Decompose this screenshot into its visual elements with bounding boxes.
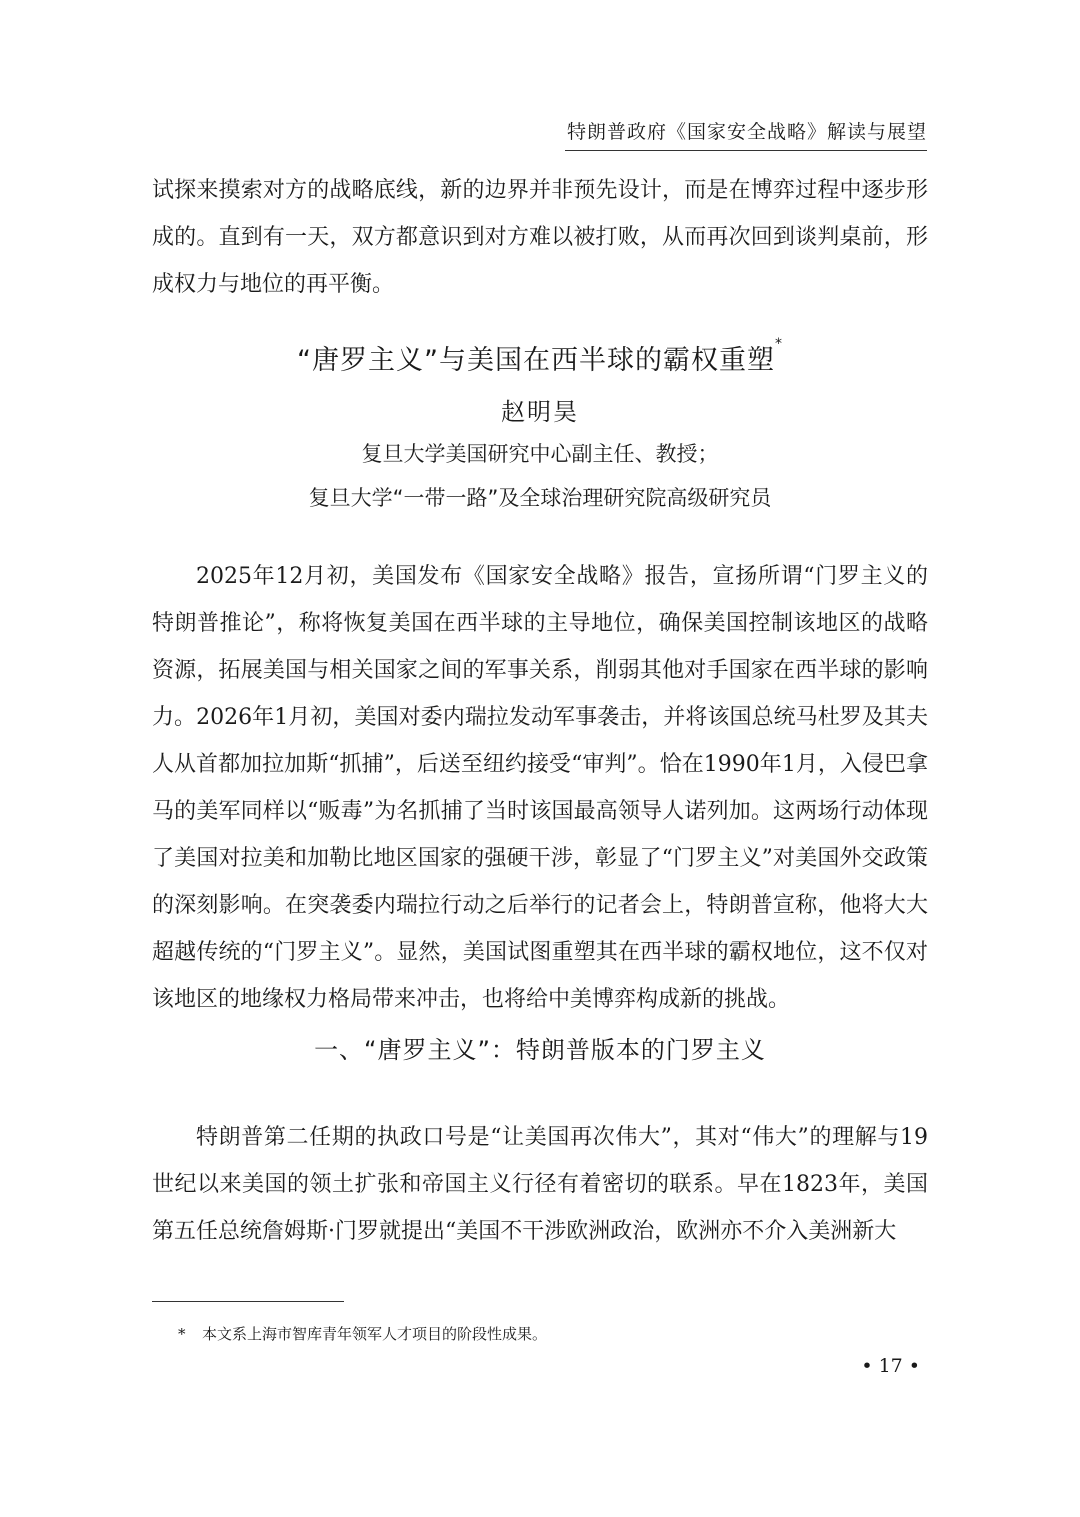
footnote-marker: * bbox=[178, 1325, 186, 1343]
footnote-text: 本文系上海市智库青年领军人才项目的阶段性成果。 bbox=[202, 1325, 548, 1343]
title-footnote-marker: * bbox=[774, 336, 783, 352]
article-title-text: “唐罗主义”与美国在西半球的霸权重塑 bbox=[297, 345, 775, 376]
author-name: 赵明昊 bbox=[501, 398, 579, 426]
page-number: • 17 • bbox=[861, 1355, 920, 1377]
footnote-divider bbox=[152, 1301, 344, 1302]
running-header: 特朗普政府《国家安全战略》解读与展望 bbox=[565, 117, 927, 151]
author-affiliation-2: 复旦大学“一带一路”及全球治理研究院高级研究员 bbox=[308, 486, 772, 510]
intro-paragraph: 2025年12月初，美国发布《国家安全战略》报告，宣扬所谓“门罗主义的特朗普推论”，称将恢复美国在西半球的主导地位，确保美国控制该地区的战略资源，拓展美国与相关国家之间的军事关系，削弱其他对手国家在西半球的影响力。2026年1月初，美国对委内瑞拉发动军事袭击，并将该国总统马杜罗及其夫人从首都加拉加斯“抓捕”，后送至纽约接受“审判”。恰在1990年1月，入侵巴拿马的美军同样以“贩毒”为名抓捕了当时该国最高领导人诺列加。这两场行动体现了美国对拉美和加勒比地区国家的强硬干涉，彰显了“门罗主义”对美国外交政策的深刻影响。在突袭委内瑞拉行动之后举行的记者会上，特朗普宣称，他将大大超越传统的“门罗主义”。显然，美国试图重塑其在西半球的霸权地位，这不仅对该地区的地缘权力格局带来冲击，也将给中美博弈构成新的挑战。 bbox=[152, 564, 928, 1012]
author-affiliation-1: 复旦大学美国研究中心副主任、教授； bbox=[361, 442, 719, 466]
section-paragraph: 特朗普第二任期的执政口号是“让美国再次伟大”，其对“伟大”的理解与19世纪以来美国的领土扩张和帝国主义行径有着密切的联系。早在1823年，美国第五任总统詹姆斯·门罗就提出“美国不干涉欧洲政治，欧洲亦不介入美洲新大 bbox=[152, 1125, 928, 1244]
footnote bbox=[178, 1323, 878, 1344]
article-title bbox=[152, 338, 928, 377]
section-heading: 一、“唐罗主义”：特朗普版本的门罗主义 bbox=[314, 1036, 766, 1064]
previous-article-continuation: 试探来摸索对方的战略底线，新的边界并非预先设计，而是在博弈过程中逐步形成的。直到有一天，双方都意识到对方难以被打败，从而再次回到谈判桌前，形成权力与地位的再平衡。 bbox=[152, 178, 928, 297]
